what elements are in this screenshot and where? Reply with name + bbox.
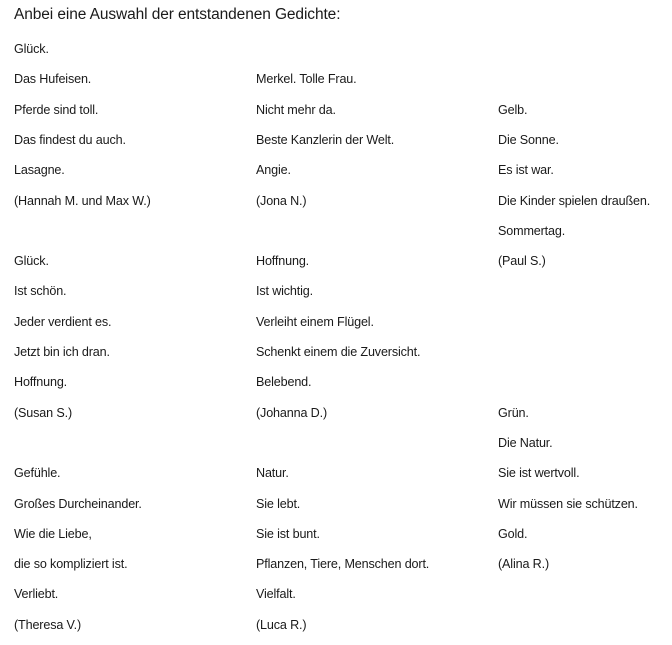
poem-line: Grün.: [498, 405, 529, 420]
poem-line: Hoffnung.: [14, 375, 68, 390]
page-heading: Anbei eine Auswahl der entstandenen Gedichte:: [14, 6, 341, 23]
poem-line: (Paul S.): [498, 254, 546, 269]
poem-line: Pferde sind toll.: [14, 102, 99, 117]
poem-line: Es ist war.: [498, 163, 554, 178]
poem-line: Natur.: [256, 466, 289, 481]
poem-line: Das Hufeisen.: [14, 72, 92, 87]
poem-line: Angie.: [256, 163, 291, 178]
poem-line: Sie ist bunt.: [256, 526, 320, 541]
poem-line: (Alina R.): [498, 557, 549, 572]
poem-line: Beste Kanzlerin der Welt.: [256, 132, 395, 147]
poem-line: (Theresa V.): [14, 617, 82, 632]
poem-line: Lasagne.: [14, 163, 65, 178]
poem-line: (Luca R.): [256, 617, 307, 632]
poem-line: Ist wichtig.: [256, 284, 313, 299]
poem-line: Schenkt einem die Zuversicht.: [256, 345, 421, 359]
poem-line: Hoffnung.: [256, 254, 310, 269]
poem-line: Großes Durcheinander.: [14, 496, 142, 511]
poem-line: Sommertag.: [498, 223, 566, 238]
poem-line: (Hannah M. und Max W.): [14, 193, 151, 208]
poem-line: Verleiht einem Flügel.: [256, 314, 374, 329]
poem-line: Wir müssen sie schützen.: [498, 496, 638, 511]
poem-line: Belebend.: [256, 375, 312, 390]
poem-line: (Johanna D.): [256, 405, 328, 420]
poem-line: Verliebt.: [14, 587, 59, 602]
poem-line: (Susan S.): [14, 405, 72, 420]
poem-line: Sie ist wertvoll.: [498, 466, 580, 481]
poem-line: Merkel. Tolle Frau.: [256, 72, 357, 87]
poem-line: (Jona N.): [256, 193, 307, 208]
poem-line: Sie lebt.: [256, 496, 301, 511]
poem-line: Gelb.: [498, 102, 528, 117]
poem-line: Gold.: [498, 526, 528, 541]
poem-line: die so kompliziert ist.: [14, 557, 128, 572]
poem-line: Glück.: [14, 254, 49, 269]
poem-line: Nicht mehr da.: [256, 102, 336, 117]
poem-line: Das findest du auch.: [14, 132, 126, 147]
poem-line: Wie die Liebe,: [14, 526, 92, 541]
poem-line: Die Sonne.: [498, 132, 559, 147]
poem-line: Die Natur.: [498, 435, 553, 450]
poem-line: Glück.: [14, 42, 49, 56]
poem-line: Ist schön.: [14, 284, 67, 299]
poem-line: Jeder verdient es.: [14, 314, 112, 329]
poem-line: Jetzt bin ich dran.: [14, 345, 110, 359]
poem-line: Pflanzen, Tiere, Menschen dort.: [256, 557, 430, 572]
poem-line: Vielfalt.: [256, 587, 296, 602]
poem-line: Gefühle.: [14, 466, 61, 481]
poem-line: Die Kinder spielen draußen.: [498, 193, 651, 208]
